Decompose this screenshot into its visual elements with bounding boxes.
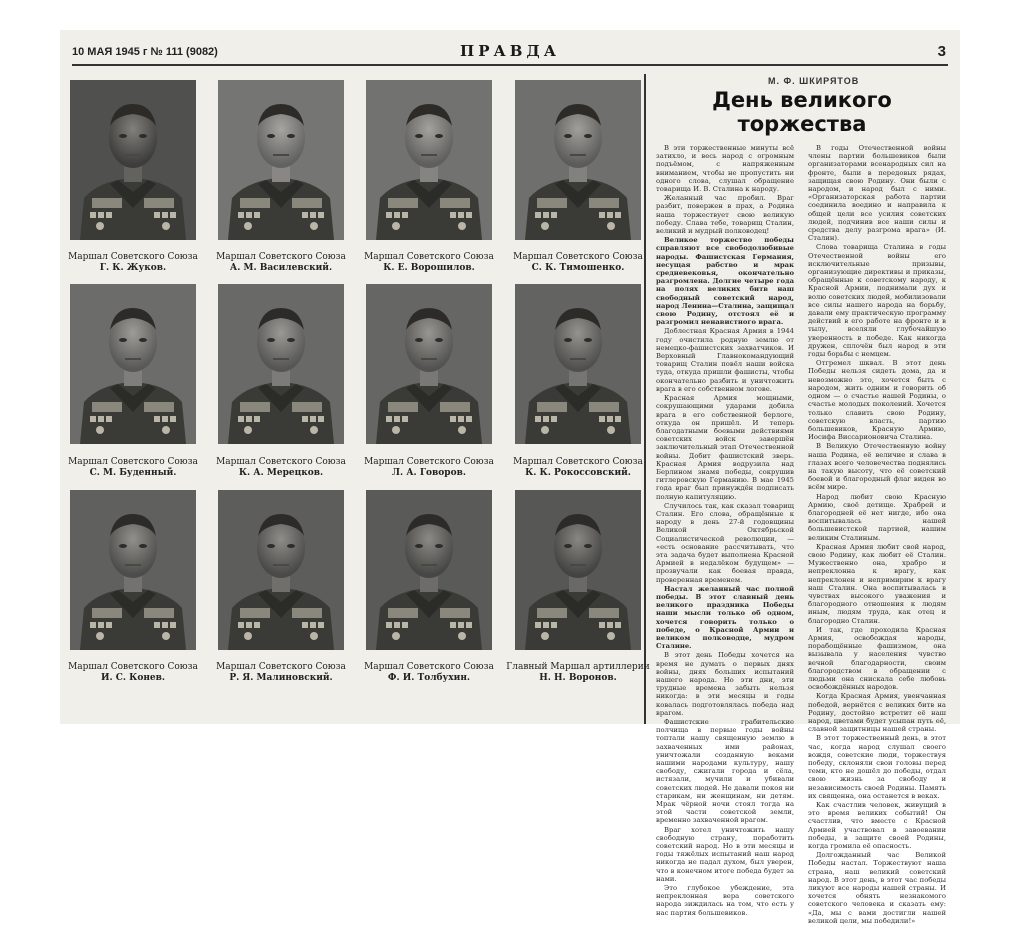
caption-rank: Маршал Советского Союза bbox=[364, 252, 494, 262]
caption-rank: Маршал Советского Союза bbox=[68, 252, 198, 262]
article-paragraph: Желанный час пробил. Враг разбит, повержен в прах, а Родина наша торжествует свою великую победу. Слава тебе, товарищ Сталин, великий и мудрый полководец! bbox=[656, 194, 794, 236]
portrait-photo bbox=[515, 284, 641, 444]
caption-rank: Маршал Советского Союза bbox=[364, 662, 494, 672]
portrait-caption bbox=[206, 662, 356, 684]
article-headline: День великого торжества bbox=[712, 88, 892, 136]
caption-rank: Маршал Советского Союза bbox=[216, 457, 346, 467]
caption-rank: Маршал Советского Союза bbox=[216, 662, 346, 672]
article-paragraph: Это глубокое убеждение, эта непреклонная вера советского народа зиждилась на том, что есть у нас партия большевиков. bbox=[656, 884, 794, 917]
article-paragraph: И так, где проходила Красная Армия, освобождая народы, порабощённые фашизмом, она вызывала у населения чувство вечной благодарности, своим благородством в обращении с людьми она снискала себе любовь освобождённых народов. bbox=[808, 625, 946, 692]
newspaper-page bbox=[60, 30, 960, 925]
portrait-photo bbox=[218, 80, 344, 240]
portrait-caption bbox=[58, 252, 208, 274]
caption-rank: Главный Маршал артиллерии bbox=[506, 662, 650, 672]
caption-rank: Маршал Советского Союза bbox=[216, 252, 346, 262]
article-paragraph: Доблестная Красная Армия в 1944 году очистила родную землю от немецко-фашистских захватчиков. И Верховный Главнокомандующий товарищ Сталин повёл наши войска туда, откуда пришли фашисты, чтобы окончательно разбить и уничтожить врага в его собственном логове. bbox=[656, 327, 794, 393]
caption-name: Р. Я. Малиновский. bbox=[229, 673, 333, 683]
portrait-caption bbox=[354, 457, 504, 479]
portrait-caption bbox=[58, 662, 208, 684]
portrait-photo bbox=[70, 80, 196, 240]
portrait-photo bbox=[366, 80, 492, 240]
portrait-caption bbox=[206, 252, 356, 274]
article-paragraph: В этот день Победы хочется на время не думать о первых днях войны, днях больших испытаний нашего народа. Но эти дни, эти трудные времена забыть нельзя никогда: в эти месяцы и годы ковалась подготовлялась победа над врагом. bbox=[656, 651, 794, 717]
article-paragraph: Красная Армия мощными, сокрушающими ударами добила врага в его собственной берлоге, откуда он пришёл. И теперь благодатными боевыми действиями советских войск завершён заключительный этап Отечественной войны. Добит фашистский зверь. Красная Армия водрузила над Берлином знамя победы, сокрушив гитлеровскую Германию. В мае 1945 года враг был принуждён подписать полную капитуляцию. bbox=[656, 394, 794, 501]
portrait-photo bbox=[515, 80, 641, 240]
caption-name: К. К. Рокоссовский. bbox=[525, 468, 631, 478]
article-column-1 bbox=[656, 144, 794, 917]
article-paragraph: Когда Красная Армия, увенчанная победой, вернётся с великих битв на Родину, достойно встретит её наш народ, цветами будет усыпан путь её, славной защитницы нашей страны. bbox=[808, 692, 946, 734]
article-paragraph: Как счастлив человек, живущий в это время великих событий! Он счастлив, что вместе с Красной Армией участвовал в завоевании победы, в защите своей Родины, когда громила её опасность. bbox=[808, 801, 946, 851]
article-column-2 bbox=[808, 144, 946, 925]
portrait-caption bbox=[354, 252, 504, 274]
article-paragraph: В годы Отечественной войны члены партии большевиков были организаторами всенародных сил на фронте, были в передовых рядах, защищая свою Родину. Они были с народом, и народ был с ними. «Организаторская работа партии соединила воедино и направила к общей цели все усилия советских людей, подчинив все наши силы и средства делу разгрома врага» (И. Сталин). bbox=[808, 144, 946, 243]
article-paragraph: Великое торжество победы справляют все свободолюбивые народы. Фашистская Германия, несущая рабство и мрак средневековья, окончательно разгромлена. Долгие четыре года на полях великих битв наш свободный советский народ, народ Ленина—Сталина, защищал свою Родину, отстоял её и разгромил ненавистного врага. bbox=[656, 236, 794, 327]
article-paragraph: Враг хотел уничтожить нашу свободную страну, поработить советский народ. Но в эти месяцы и годы тяжёлых испытаний наш народ никогда не падал духом, был уверен, что в конечном итоге победа будет за нами. bbox=[656, 825, 794, 883]
column-divider bbox=[644, 74, 646, 724]
masthead-rule bbox=[72, 64, 948, 66]
masthead bbox=[60, 42, 960, 66]
portrait-caption bbox=[206, 457, 356, 479]
portrait-photo bbox=[366, 490, 492, 650]
caption-rank: Маршал Советского Союза bbox=[513, 252, 643, 262]
article-paragraph: В эти торжественные минуты всё затихло, и весь народ с огромным подъёмом, с напряженным вниманием, чтобы не пропустить ни одного слова, слушал обращение товарища И. В. Сталина к народу. bbox=[656, 144, 794, 194]
caption-name: Л. А. Говоров. bbox=[392, 468, 466, 478]
caption-rank: Маршал Советского Союза bbox=[68, 662, 198, 672]
caption-name: Н. Н. Воронов. bbox=[539, 673, 617, 683]
article-paragraph: В этот торжественный день, в этот час, когда народ слушал своего вождя, советские люди, торжествуя победу, склоняли свои головы перед теми, кто не дошёл до победы, отдал свою жизнь за свободу и независимость своей Родины. Память их священна, она останется в веках. bbox=[808, 734, 946, 800]
article-paragraph: Настал желанный час полной победы. В этот славный день великого праздника Победы наши мысли только об одном, хочется говорить только о победе, о Красной Армии и великом полководце, мудром Сталине. bbox=[656, 584, 794, 651]
article-paragraph: Красная Армия любит свой народ, свою Родину, как любит её Сталин. Мужественно она, храбро и непреклонна к врагу, как непреклонен и непримирим к врагу наш Сталин. Она воспитывалась в чувствах высокого уважения и благородного отношения к людям иным, людям труда, как отец и благородно Сталин. bbox=[808, 542, 946, 625]
portrait-caption bbox=[58, 457, 208, 479]
portrait-photo bbox=[70, 490, 196, 650]
portrait-caption bbox=[503, 457, 653, 479]
article-paragraph: Долгожданный час Великой Победы настал. Торжествуют наша страна, наш великий советский народ. В этот день, в этот час победы ликуют все народы нашей страны. И хочется обнять незнакомого советского человека и сказать ему: «Да, мы с вами достигли нашей великой цели, мы победили!» bbox=[808, 851, 946, 925]
caption-name: К. А. Мерецков. bbox=[238, 468, 324, 478]
portrait-photo bbox=[70, 284, 196, 444]
portrait-photo bbox=[366, 284, 492, 444]
portrait-photo bbox=[515, 490, 641, 650]
caption-name: К. Е. Ворошилов. bbox=[383, 263, 475, 273]
caption-name: И. С. Конев. bbox=[100, 673, 166, 683]
portrait-caption bbox=[354, 662, 504, 684]
article-paragraph: Народ любит свою Красную Армию, своё детище. Храбрей и благородней её нет нигде, ибо она воспитывалась нашей большевистской партией, нашим великим Сталиным. bbox=[808, 492, 946, 542]
article-paragraph: Фашистские грабительские полчища в первые годы войны топтали нашу священную землю в захваченных ими районах, уничтожали созданную веками нашими народами культуру, нашу свободу, сжигали города и сёла, истязали, мучили и убивали советских людей. Не давали покоя ни старикам, ни женщинам, ни детям. Мрак чёрной ночи стоял тогда на этой части советской земли, временно захваченной врагом. bbox=[656, 718, 794, 825]
article-paragraph: Слова товарища Сталина в годы Отечественной войны его исключительные призывы, организующие директивы и приказы, обращённые к советскому народу, к Красной Армии, поднимали дух и волю советских людей, мобилизовали все силы нашего народа на борьбу, давали ему практическую программу действий в его работе на фронте и в тылу, вселяли глубочайшую уверенность в победе. Как никогда дружен, сплочён был народ в эти годы борьбы с немцем. bbox=[808, 243, 946, 359]
newspaper-title: ПРАВДА bbox=[460, 42, 560, 60]
caption-name: С. К. Тимошенко. bbox=[531, 263, 625, 273]
issue-date: 10 МАЯ 1945 г № 111 (9082) bbox=[72, 46, 218, 58]
article-paragraph: Отгремел шквал. В этот день Победы нельзя сидеть дома, да и невозможно это, хочется быть с народом, жить одним и говорить об одном — о счастье нашей Родины, о счастье молодых поколений. Хочется только славить свою Родину, советскую власть, партию большевиков, Красную Армию, Иосифа Виссарионовича Сталина. bbox=[808, 359, 946, 442]
caption-rank: Маршал Советского Союза bbox=[513, 457, 643, 467]
page-number: 3 bbox=[937, 43, 946, 60]
portrait-caption bbox=[503, 662, 653, 684]
article-paragraph: Случилось так, как сказал товарищ Сталин. Его слова, обращённые к народу в день 27-й годовщины Великой Октябрьской Социалистической революции, — «есть основание рассчитывать, что эта задача будет выполнена Красной Армией в недалёком будущем» — прозвучали как боевая правда, проверенная временем. bbox=[656, 501, 794, 584]
portrait-photo bbox=[218, 284, 344, 444]
caption-name: С. М. Буденный. bbox=[89, 468, 177, 478]
caption-name: А. М. Василевский. bbox=[229, 263, 333, 273]
portrait-caption bbox=[503, 252, 653, 274]
article-paragraph: В Великую Отечественную войну наша Родина, её величие и слава в глазах всего человечества поднялись на такую высоту, что её советский боевой и благородный флаг виден во всём мире. bbox=[808, 442, 946, 492]
portrait-photo bbox=[218, 490, 344, 650]
article bbox=[656, 74, 948, 925]
caption-name: Г. К. Жуков. bbox=[99, 263, 167, 273]
caption-rank: Маршал Советского Союза bbox=[68, 457, 198, 467]
caption-rank: Маршал Советского Союза bbox=[364, 457, 494, 467]
caption-name: Ф. И. Толбухин. bbox=[387, 673, 471, 683]
article-author: М. Ф. ШКИРЯТОВ bbox=[768, 76, 860, 86]
